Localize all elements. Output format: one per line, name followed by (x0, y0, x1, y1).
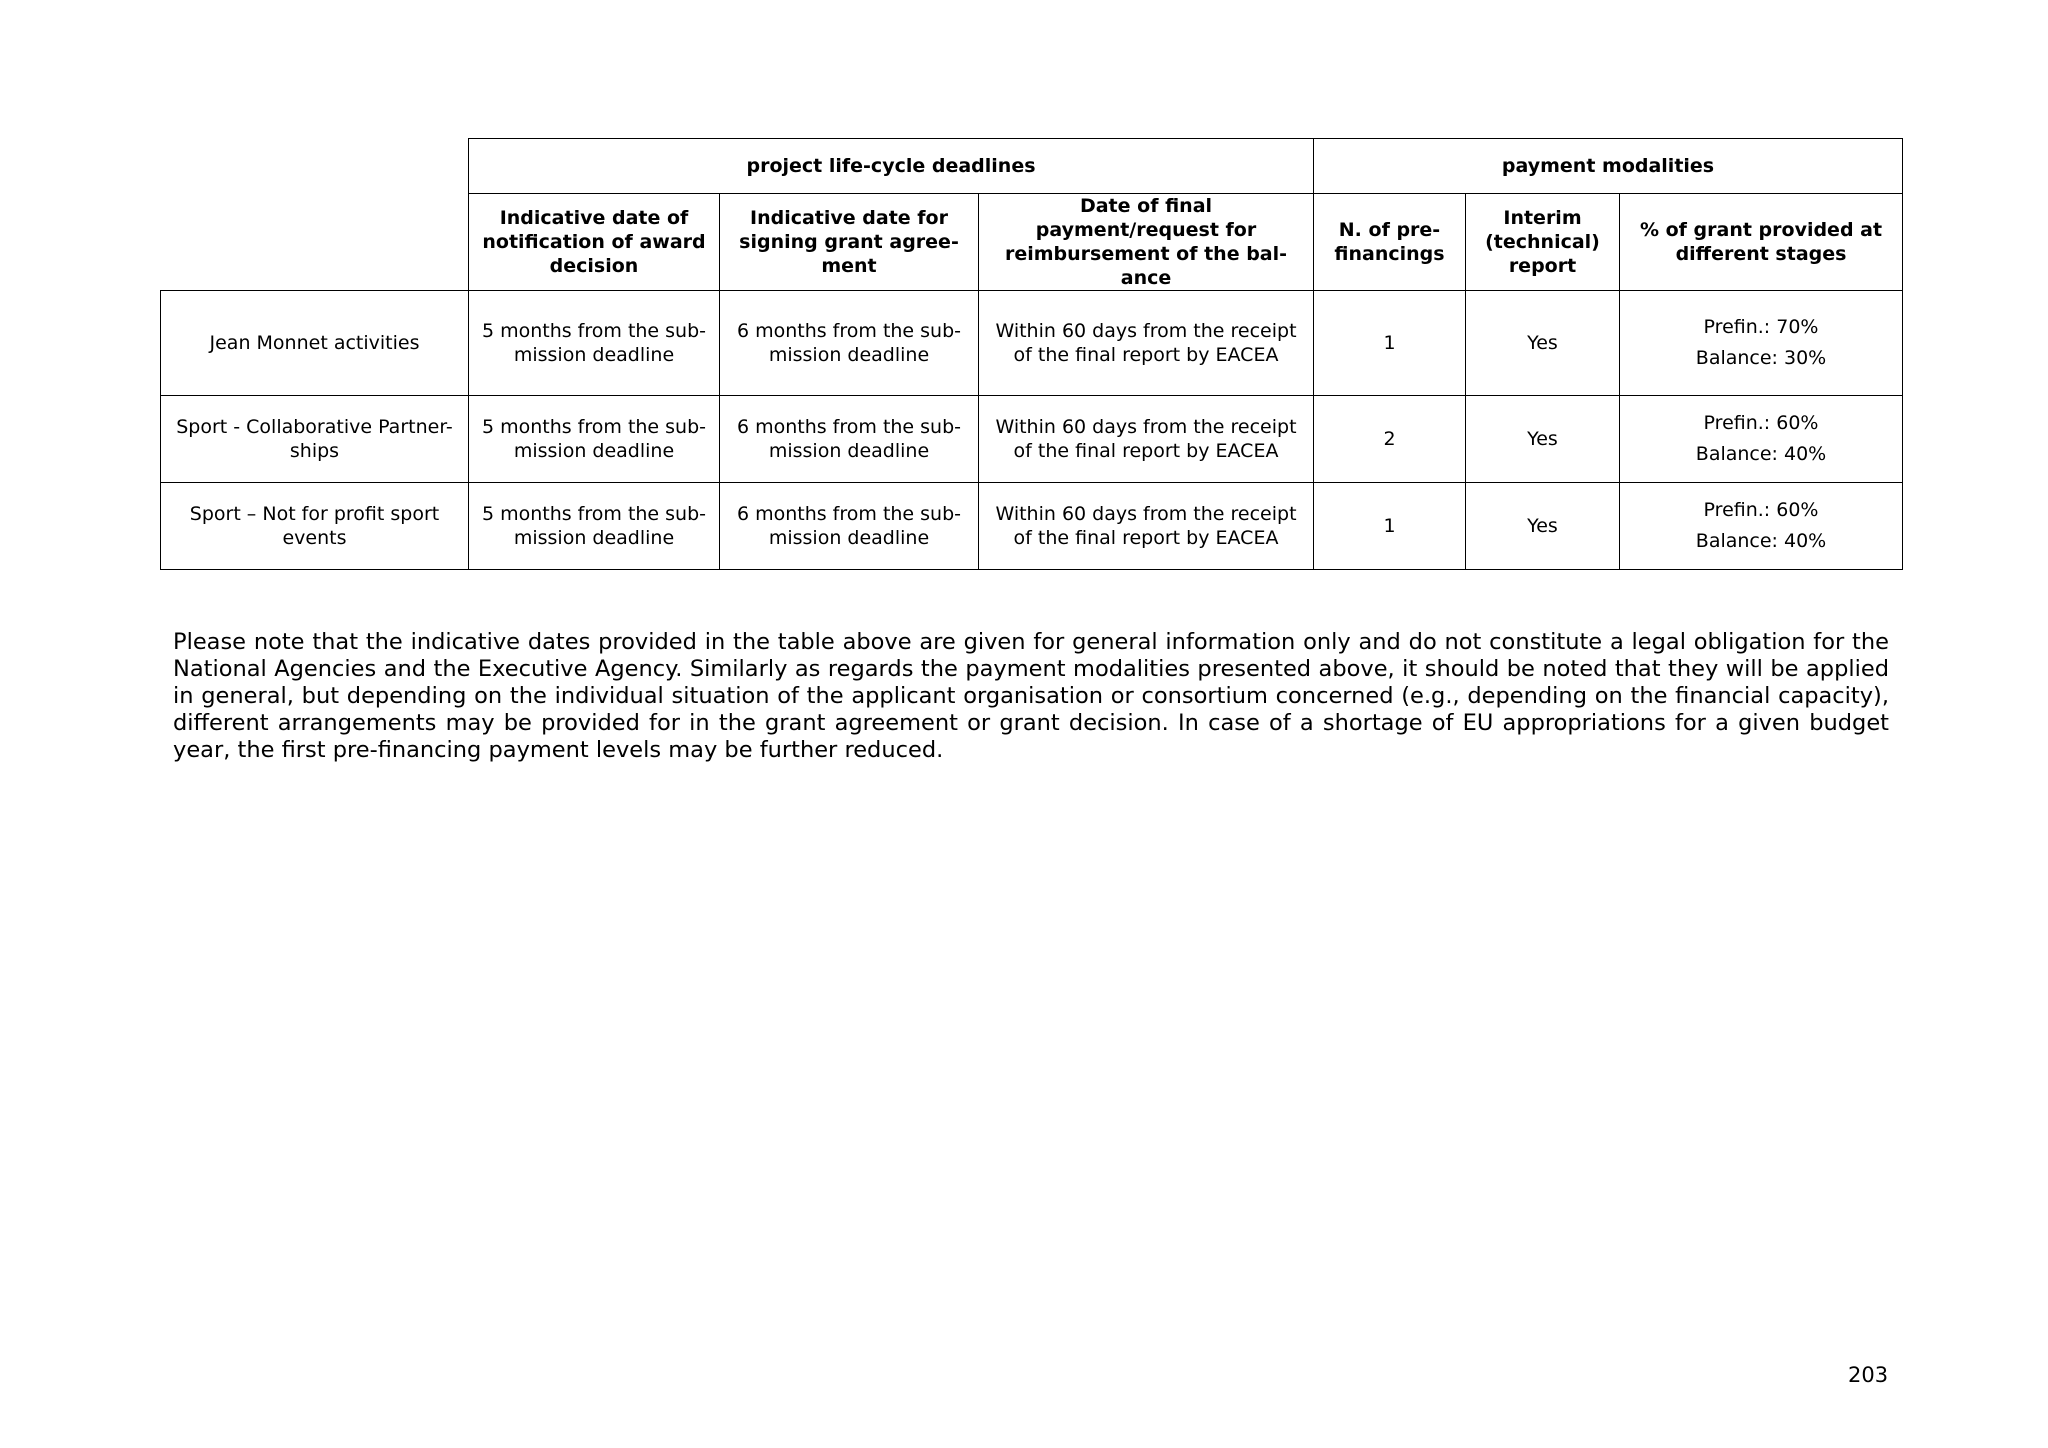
prefinancing-share: Prefin.: 60% (1703, 412, 1819, 434)
grant-stages-header: % of grant provided at different stages (1620, 194, 1903, 291)
prefinancings-cell: 2 (1314, 396, 1466, 483)
balance-share: Balance: 40% (1695, 443, 1827, 465)
table-row (161, 291, 1903, 396)
final-payment-cell: Within 60 days from the receipt of the final report by EACEA (979, 291, 1314, 396)
payment-group-header: payment modalities (1314, 139, 1903, 194)
disclaimer-paragraph: Please note that the indicative dates provided in the table above are given for general information only and do not constitute a legal obligation for the National Agencies and the Executive Agency. Similarly as regards the payment modalities presented above, it should be noted that they will be applied in general, but depending on the individual situation of the applicant organisation or consortium concerned (e.g., depending on the financial capacity), different arrangements may be provided for in the grant agreement or grant decision. In case of a shortage of EU appropriations for a given budget year, the first pre-financing payment levels may be further reduced. (173, 628, 1889, 763)
activity-cell: Sport - Collaborative Partner-ships (161, 396, 469, 483)
signing-date-cell: 6 months from the sub-mission deadline (720, 396, 979, 483)
table-row (161, 396, 1903, 483)
final-payment-cell: Within 60 days from the receipt of the final report by EACEA (979, 396, 1314, 483)
balance-share: Balance: 30% (1695, 347, 1827, 369)
page-number: 203 (1848, 1363, 1889, 1387)
notification-date-header: Indicative date of notification of award decision (469, 194, 720, 291)
notification-date-cell: 5 months from the sub-mission deadline (469, 291, 720, 396)
lifecycle-group-header: project life-cycle deadlines (469, 139, 1314, 194)
interim-report-header: Interim (technical) report (1466, 194, 1620, 291)
prefinancings-header: N. of pre-financings (1314, 194, 1466, 291)
balance-share: Balance: 40% (1695, 530, 1827, 552)
signing-date-header: Indicative date for signing grant agree-ment (720, 194, 979, 291)
grant-stages-cell (1620, 396, 1903, 483)
table-row (161, 483, 1903, 570)
prefinancings-cell: 1 (1314, 291, 1466, 396)
interim-report-cell: Yes (1466, 483, 1620, 570)
signing-date-cell: 6 months from the sub-mission deadline (720, 291, 979, 396)
notification-date-cell: 5 months from the sub-mission deadline (469, 483, 720, 570)
grant-stages-cell (1620, 483, 1903, 570)
prefinancing-share: Prefin.: 60% (1703, 499, 1819, 521)
group-header-row (161, 139, 1903, 194)
final-payment-cell: Within 60 days from the receipt of the final report by EACEA (979, 483, 1314, 570)
deadlines-table (160, 138, 1903, 570)
prefinancing-share: Prefin.: 70% (1703, 316, 1819, 338)
prefinancings-cell: 1 (1314, 483, 1466, 570)
notification-date-cell: 5 months from the sub-mission deadline (469, 396, 720, 483)
activity-cell: Jean Monnet activities (161, 291, 469, 396)
final-payment-header: Date of final payment/request for reimbursement of the bal-ance (979, 194, 1314, 291)
activity-cell: Sport – Not for profit sport events (161, 483, 469, 570)
signing-date-cell: 6 months from the sub-mission deadline (720, 483, 979, 570)
interim-report-cell: Yes (1466, 396, 1620, 483)
empty-corner-cell (161, 139, 469, 291)
grant-stages-cell (1620, 291, 1903, 396)
interim-report-cell: Yes (1466, 291, 1620, 396)
